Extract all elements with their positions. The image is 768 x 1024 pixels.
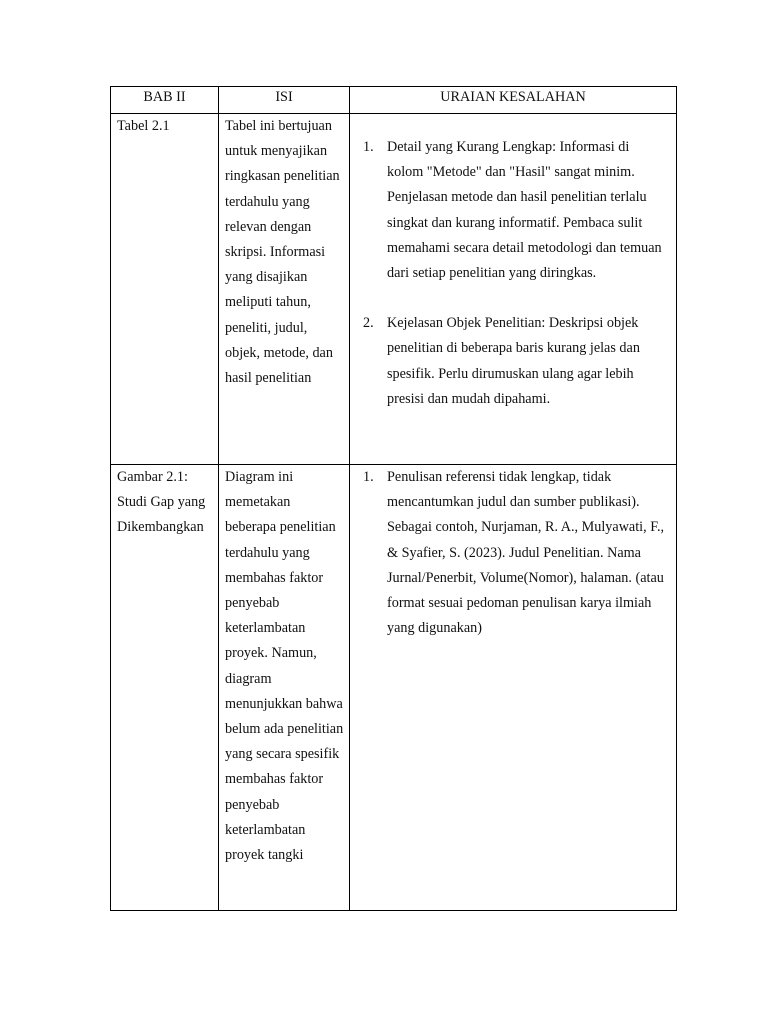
error-list bbox=[350, 114, 668, 412]
isi-cell: Diagram ini memetakan beberapa penelitian terdahulu yang membahas faktor penyebab keterlambatan proyek. Namun, diagram menunjukkan bahwa belum ada penelitian yang secara spesifik membahas faktor penyebab keterlambatan proyek tangki bbox=[219, 465, 350, 911]
bab-cell: Tabel 2.1 bbox=[111, 114, 219, 465]
error-text: Kejelasan Objek Penelitian: Deskripsi objek penelitian di beberapa baris kurang jelas dan spesifik. Perlu dirumuskan ulang agar lebih presisi dan mudah dipahami. bbox=[387, 315, 640, 407]
error-text: Penulisan referensi tidak lengkap, tidak mencantumkan judul dan sumber publikasi). Sebagai contoh, Nurjaman, R. A., Mulyawati, F., & Syafier, S. (2023). Judul Penelitian. Nama Jurnal/Penerbit, Volume(Nomor), halaman. (atau format sesuai pedoman penulisan karya ilmiah yang digunakan) bbox=[387, 469, 665, 637]
error-item bbox=[350, 465, 668, 641]
uraian-cell bbox=[350, 465, 677, 911]
uraian-cell bbox=[350, 114, 677, 465]
error-item bbox=[350, 135, 668, 286]
error-item bbox=[350, 311, 668, 412]
table-row bbox=[111, 114, 677, 465]
header-bab: BAB II bbox=[111, 87, 219, 114]
error-text: Detail yang Kurang Lengkap: Informasi di kolom "Metode" dan "Hasil" sangat minim. Penjelasan metode dan hasil penelitian terlalu singkat dan kurang informatif. Pembaca sulit memahami secara detail metodologi dan temuan dari setiap penelitian yang diringkas. bbox=[387, 139, 662, 282]
header-row bbox=[111, 87, 677, 114]
table-row bbox=[111, 465, 677, 911]
bab-cell: Gambar 2.1: Studi Gap yang Dikembangkan bbox=[111, 465, 219, 911]
error-list bbox=[350, 465, 668, 641]
error-number: 1. bbox=[363, 469, 374, 485]
error-number: 2. bbox=[363, 315, 374, 332]
header-uraian: URAIAN KESALAHAN bbox=[350, 87, 677, 114]
header-isi: ISI bbox=[219, 87, 350, 114]
error-review-table bbox=[110, 86, 677, 911]
error-number: 1. bbox=[363, 139, 374, 155]
isi-cell: Tabel ini bertujuan untuk menyajikan ringkasan penelitian terdahulu yang relevan dengan skripsi. Informasi yang disajikan meliputi tahun, peneliti, judul, objek, metode, dan hasil penelitian bbox=[219, 114, 350, 465]
